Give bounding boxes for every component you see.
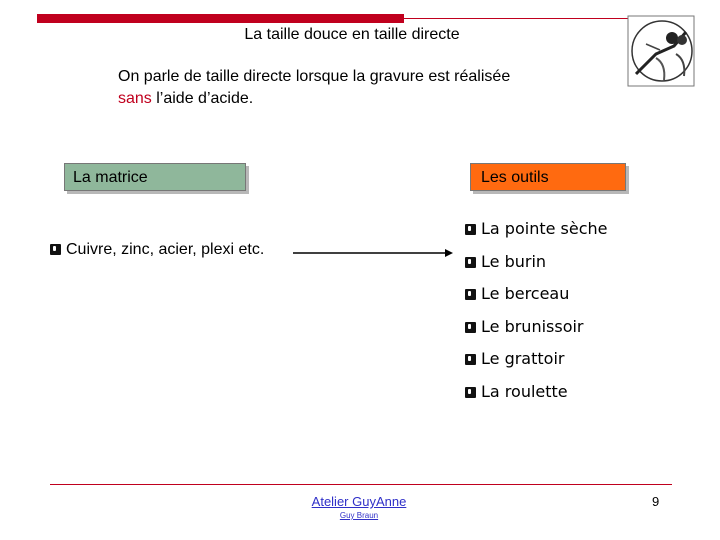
list-item (465, 218, 608, 251)
intro-line-2-rest: l’aide d’acide. (151, 90, 254, 107)
intro-highlight: sans (118, 90, 152, 107)
checkbox-bullet-icon (465, 387, 476, 398)
checkbox-bullet-icon (465, 289, 476, 300)
matrice-box: La matrice (64, 163, 246, 191)
list-item (465, 381, 608, 414)
outil-label: Le burin (481, 251, 547, 271)
list-item (465, 348, 608, 381)
outil-label: La pointe sèche (481, 219, 608, 238)
header-red-bar (37, 14, 404, 23)
atelier-logo-icon (626, 14, 698, 88)
checkbox-bullet-icon (465, 354, 476, 365)
page-number: 9 (652, 494, 660, 509)
outil-label: La roulette (481, 381, 568, 401)
checkbox-bullet-icon (465, 224, 476, 235)
outil-label: Le grattoir (481, 349, 565, 368)
intro-text (118, 66, 510, 110)
footer-red-line (50, 484, 672, 485)
footer-atelier-link[interactable]: Atelier GuyAnne (311, 494, 407, 509)
outils-box: Les outils (470, 163, 626, 191)
matrice-item-text: Cuivre, zinc, acier, plexi etc. (66, 241, 265, 258)
list-item (465, 283, 608, 316)
outil-label: Le brunissoir (481, 316, 584, 336)
right-arrow-icon (293, 246, 453, 260)
slide-title: La taille douce en taille directe (244, 26, 460, 43)
checkbox-bullet-icon (465, 257, 476, 268)
checkbox-bullet-icon (465, 322, 476, 333)
list-item (465, 251, 608, 284)
intro-line-2 (118, 88, 510, 110)
outils-list (465, 218, 608, 413)
checkbox-bullet-icon (50, 244, 61, 255)
matrice-item (50, 240, 280, 260)
footer-author-link[interactable]: Guy Braun (339, 511, 379, 520)
intro-line-1: On parle de taille directe lorsque la gravure est réalisée (118, 68, 511, 85)
outil-label: Le berceau (481, 284, 570, 303)
list-item (465, 316, 608, 349)
